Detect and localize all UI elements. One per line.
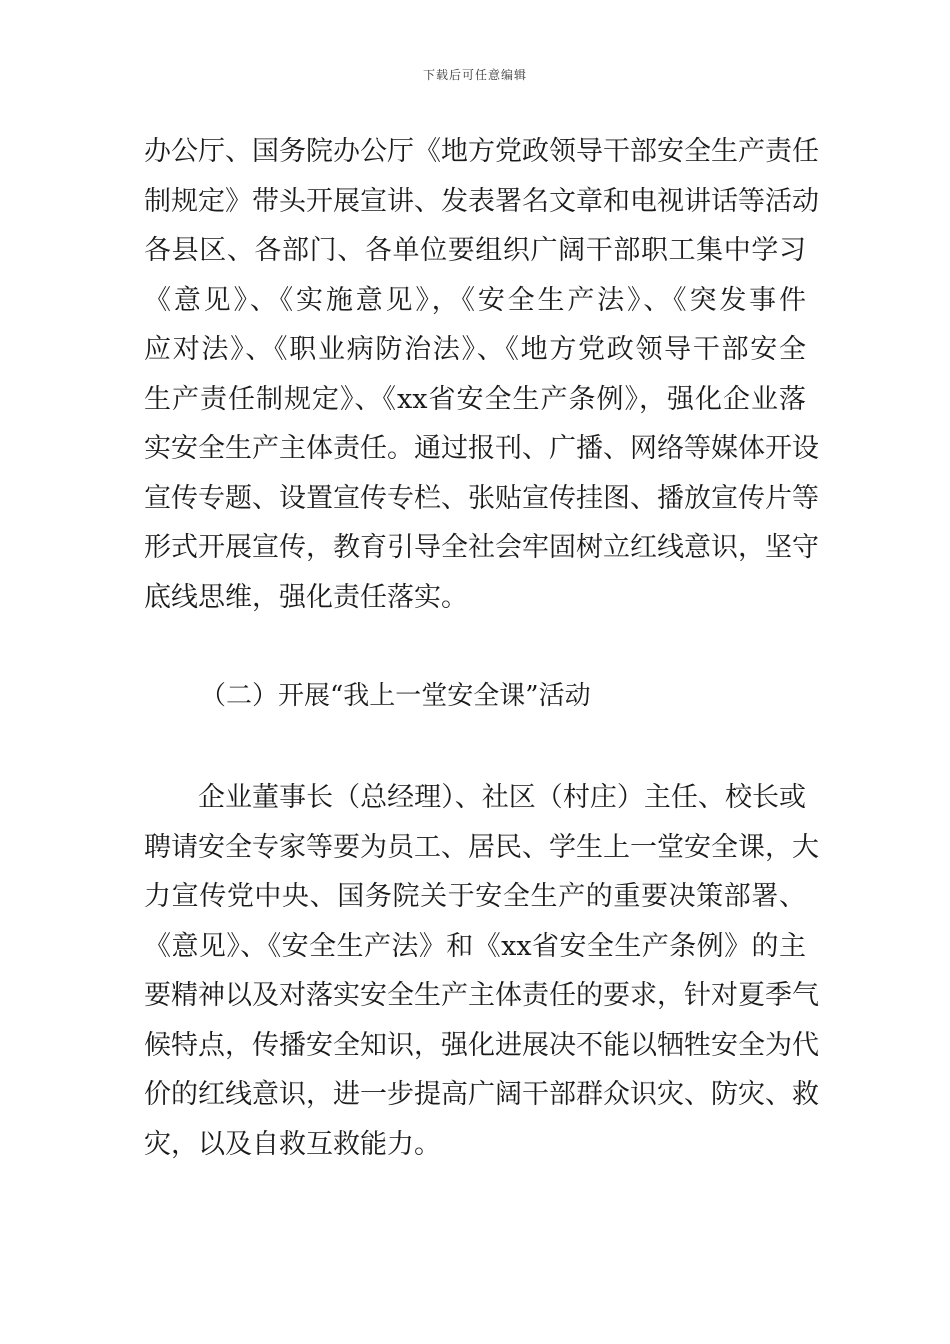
page-header: 下载后可任意编辑	[422, 68, 527, 82]
text-line: 灾，以及自救互救能力。	[144, 1129, 441, 1160]
text-line: 《意见》、《实施意见》，《安全生产法》、《突发事件	[144, 285, 806, 316]
text-line: 要精神以及对落实安全生产主体责任的要求，针对夏季气	[144, 980, 819, 1011]
text-line: 应对法》、《职业病防治法》、《地方党政领导干部安全	[144, 334, 806, 365]
text-line: 生产责任制规定》、《xx省安全生产条例》，强化企业落	[144, 384, 806, 415]
text-line: 实安全生产主体责任。通过报刊、广播、网络等媒体开设	[144, 433, 819, 464]
text-line: 企业董事长（总经理）、社区（村庄）主任、校长或	[198, 782, 806, 813]
text-line: 底线思维，强化责任落实。	[144, 582, 468, 613]
text-line: 聘请安全专家等要为员工、居民、学生上一堂安全课，大	[144, 832, 819, 863]
text-line: 候特点，传播安全知识，强化进展决不能以牺牲安全为代	[144, 1030, 819, 1061]
text-line: 各县区、各部门、各单位要组织广阔干部职工集中学习	[144, 235, 806, 266]
text-line: 办公厅、国务院办公厅《地方党政领导干部安全生产责任	[144, 136, 819, 167]
text-line: 《意见》、《安全生产法》和《xx省安全生产条例》的主	[144, 931, 806, 962]
text-line: 形式开展宣传，教育引导全社会牢固树立红线意识，坚守	[144, 532, 819, 563]
text-line: 价的红线意识，进一步提高广阔干部群众识灾、防灾、救	[144, 1079, 819, 1110]
text-line: 力宣传党中央、国务院关于安全生产的重要决策部署、	[144, 881, 806, 912]
text-line: 宣传专题、设置宣传专栏、张贴宣传挂图、播放宣传片等	[144, 483, 819, 514]
text-line: 制规定》带头开展宣讲、发表署名文章和电视讲话等活动	[144, 186, 819, 217]
section-heading: （二）开展“我上一堂安全课”活动	[200, 681, 591, 711]
